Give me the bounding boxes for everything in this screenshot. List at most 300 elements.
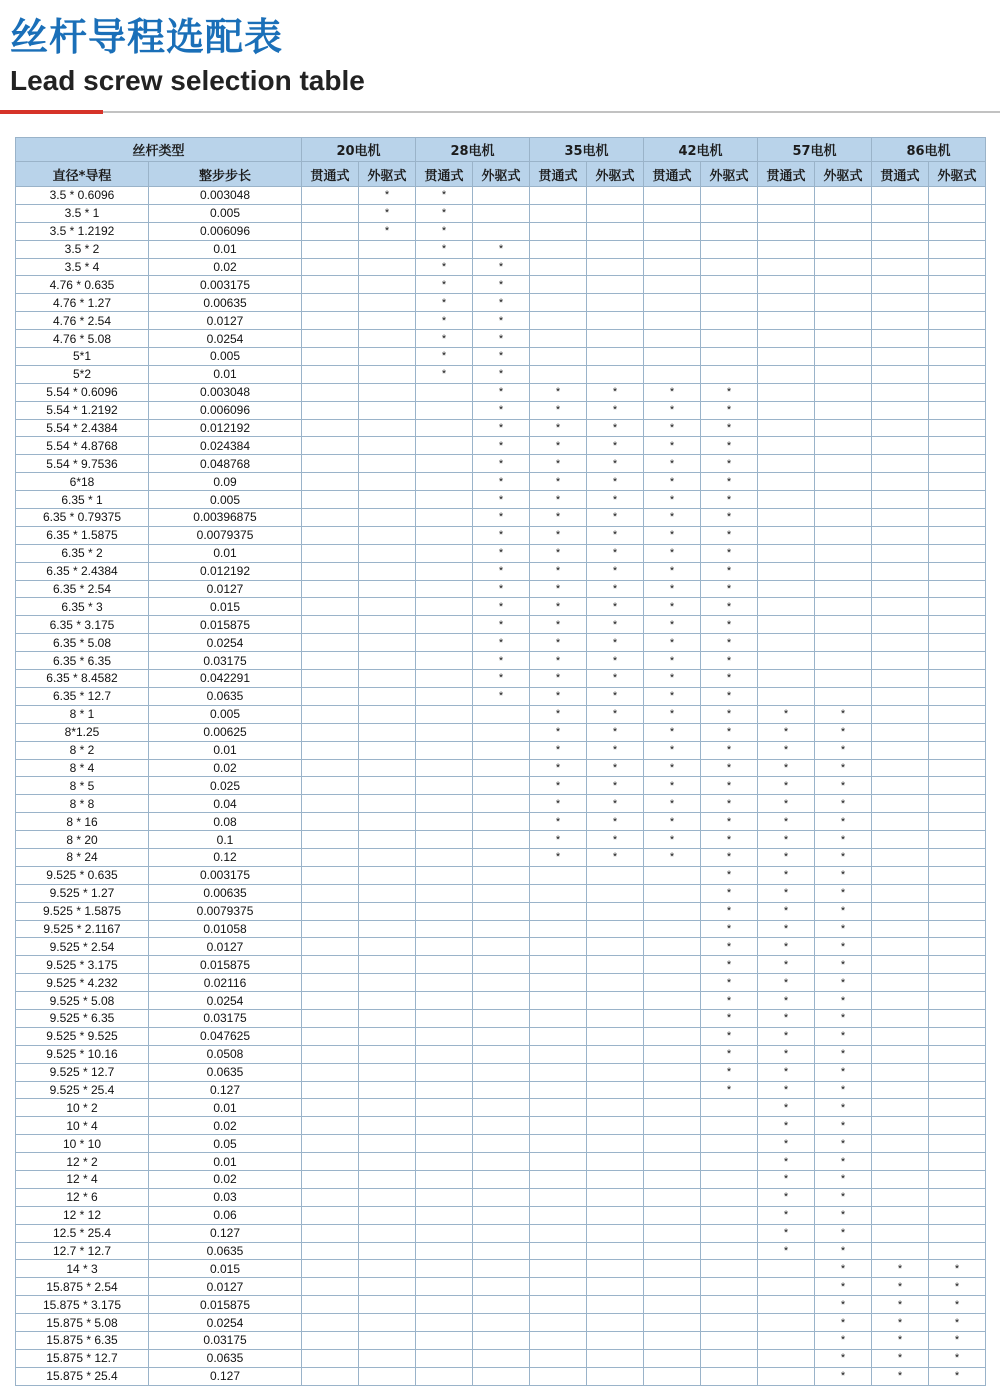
empty-cell bbox=[644, 884, 701, 902]
empty-cell bbox=[416, 866, 473, 884]
empty-cell bbox=[929, 1027, 986, 1045]
cell-full-step: 0.127 bbox=[149, 1367, 302, 1385]
lead-screw-selection-table bbox=[15, 137, 986, 1386]
empty-cell bbox=[359, 1045, 416, 1063]
empty-cell bbox=[644, 222, 701, 240]
empty-cell bbox=[758, 330, 815, 348]
compatibility-mark: * bbox=[701, 723, 758, 741]
compatibility-mark: * bbox=[473, 294, 530, 312]
compatibility-mark: * bbox=[701, 401, 758, 419]
empty-cell bbox=[302, 938, 359, 956]
empty-cell bbox=[758, 616, 815, 634]
empty-cell bbox=[872, 580, 929, 598]
empty-cell bbox=[815, 670, 872, 688]
compatibility-mark: * bbox=[929, 1296, 986, 1314]
empty-cell bbox=[587, 1349, 644, 1367]
compatibility-mark: * bbox=[701, 884, 758, 902]
empty-cell bbox=[872, 920, 929, 938]
empty-cell bbox=[929, 544, 986, 562]
compatibility-mark: * bbox=[530, 437, 587, 455]
compatibility-mark: * bbox=[815, 813, 872, 831]
empty-cell bbox=[302, 598, 359, 616]
empty-cell bbox=[302, 258, 359, 276]
empty-cell bbox=[473, 1260, 530, 1278]
empty-cell bbox=[302, 956, 359, 974]
compatibility-mark: * bbox=[416, 365, 473, 383]
compatibility-mark: * bbox=[758, 1099, 815, 1117]
cell-diameter-lead: 8 * 16 bbox=[16, 813, 149, 831]
empty-cell bbox=[416, 1045, 473, 1063]
empty-cell bbox=[929, 813, 986, 831]
empty-cell bbox=[701, 1278, 758, 1296]
compatibility-mark: * bbox=[416, 204, 473, 222]
header-motor-57: 57电机 bbox=[758, 138, 872, 162]
empty-cell bbox=[929, 1135, 986, 1153]
empty-cell bbox=[302, 866, 359, 884]
compatibility-mark: * bbox=[530, 455, 587, 473]
empty-cell bbox=[815, 634, 872, 652]
empty-cell bbox=[758, 348, 815, 366]
cell-diameter-lead: 5.54 * 4.8768 bbox=[16, 437, 149, 455]
empty-cell bbox=[359, 455, 416, 473]
compatibility-mark: * bbox=[758, 1063, 815, 1081]
empty-cell bbox=[815, 455, 872, 473]
empty-cell bbox=[473, 938, 530, 956]
empty-cell bbox=[473, 1009, 530, 1027]
empty-cell bbox=[416, 848, 473, 866]
cell-full-step: 0.08 bbox=[149, 813, 302, 831]
empty-cell bbox=[872, 365, 929, 383]
table-row bbox=[16, 240, 986, 258]
compatibility-mark: * bbox=[758, 956, 815, 974]
empty-cell bbox=[644, 1135, 701, 1153]
empty-cell bbox=[359, 616, 416, 634]
compatibility-mark: * bbox=[701, 795, 758, 813]
empty-cell bbox=[758, 312, 815, 330]
empty-cell bbox=[929, 187, 986, 205]
cell-diameter-lead: 3.5 * 1.2192 bbox=[16, 222, 149, 240]
compatibility-mark: * bbox=[758, 795, 815, 813]
compatibility-mark: * bbox=[815, 1099, 872, 1117]
cell-diameter-lead: 5*2 bbox=[16, 365, 149, 383]
empty-cell bbox=[587, 1099, 644, 1117]
compatibility-mark: * bbox=[587, 419, 644, 437]
compatibility-mark: * bbox=[530, 580, 587, 598]
empty-cell bbox=[302, 455, 359, 473]
table-row bbox=[16, 884, 986, 902]
empty-cell bbox=[758, 222, 815, 240]
compatibility-mark: * bbox=[701, 670, 758, 688]
empty-cell bbox=[872, 634, 929, 652]
empty-cell bbox=[302, 920, 359, 938]
empty-cell bbox=[701, 240, 758, 258]
cell-full-step: 0.01 bbox=[149, 1099, 302, 1117]
empty-cell bbox=[359, 1027, 416, 1045]
empty-cell bbox=[530, 1045, 587, 1063]
cell-full-step: 0.012192 bbox=[149, 419, 302, 437]
empty-cell bbox=[644, 866, 701, 884]
empty-cell bbox=[758, 687, 815, 705]
empty-cell bbox=[473, 1027, 530, 1045]
compatibility-mark: * bbox=[644, 795, 701, 813]
compatibility-mark: * bbox=[758, 1188, 815, 1206]
empty-cell bbox=[929, 580, 986, 598]
empty-cell bbox=[872, 509, 929, 527]
header-motor-35: 35电机 bbox=[530, 138, 644, 162]
empty-cell bbox=[701, 187, 758, 205]
compatibility-mark: * bbox=[815, 741, 872, 759]
compatibility-mark: * bbox=[473, 670, 530, 688]
empty-cell bbox=[473, 723, 530, 741]
empty-cell bbox=[929, 795, 986, 813]
empty-cell bbox=[644, 240, 701, 258]
empty-cell bbox=[929, 455, 986, 473]
empty-cell bbox=[929, 419, 986, 437]
empty-cell bbox=[872, 419, 929, 437]
compatibility-mark: * bbox=[701, 580, 758, 598]
compatibility-mark: * bbox=[530, 795, 587, 813]
compatibility-mark: * bbox=[758, 705, 815, 723]
empty-cell bbox=[416, 1367, 473, 1385]
empty-cell bbox=[929, 1009, 986, 1027]
empty-cell bbox=[302, 1045, 359, 1063]
cell-full-step: 0.047625 bbox=[149, 1027, 302, 1045]
empty-cell bbox=[587, 1081, 644, 1099]
cell-full-step: 0.003175 bbox=[149, 276, 302, 294]
empty-cell bbox=[359, 1224, 416, 1242]
empty-cell bbox=[872, 974, 929, 992]
empty-cell bbox=[416, 1314, 473, 1332]
compatibility-mark: * bbox=[758, 992, 815, 1010]
cell-full-step: 0.0127 bbox=[149, 1278, 302, 1296]
cell-diameter-lead: 3.5 * 0.6096 bbox=[16, 187, 149, 205]
compatibility-mark: * bbox=[587, 705, 644, 723]
cell-diameter-lead: 15.875 * 6.35 bbox=[16, 1332, 149, 1350]
cell-diameter-lead: 4.76 * 5.08 bbox=[16, 330, 149, 348]
cell-diameter-lead: 10 * 4 bbox=[16, 1117, 149, 1135]
empty-cell bbox=[929, 902, 986, 920]
compatibility-mark: * bbox=[815, 1009, 872, 1027]
empty-cell bbox=[872, 705, 929, 723]
empty-cell bbox=[872, 294, 929, 312]
empty-cell bbox=[872, 1045, 929, 1063]
header-through-type: 贯通式 bbox=[644, 162, 701, 187]
table-row bbox=[16, 383, 986, 401]
empty-cell bbox=[872, 831, 929, 849]
compatibility-mark: * bbox=[815, 1367, 872, 1385]
empty-cell bbox=[644, 1188, 701, 1206]
cell-diameter-lead: 6.35 * 6.35 bbox=[16, 652, 149, 670]
empty-cell bbox=[701, 330, 758, 348]
empty-cell bbox=[929, 509, 986, 527]
cell-diameter-lead: 6.35 * 1 bbox=[16, 491, 149, 509]
compatibility-mark: * bbox=[701, 866, 758, 884]
compatibility-mark: * bbox=[473, 258, 530, 276]
compatibility-mark: * bbox=[644, 634, 701, 652]
empty-cell bbox=[302, 777, 359, 795]
compatibility-mark: * bbox=[530, 634, 587, 652]
empty-cell bbox=[473, 1188, 530, 1206]
empty-cell bbox=[302, 1349, 359, 1367]
empty-cell bbox=[701, 1349, 758, 1367]
compatibility-mark: * bbox=[530, 419, 587, 437]
empty-cell bbox=[416, 884, 473, 902]
empty-cell bbox=[929, 1153, 986, 1171]
empty-cell bbox=[701, 1224, 758, 1242]
empty-cell bbox=[872, 544, 929, 562]
empty-cell bbox=[416, 956, 473, 974]
header-screw-type: 丝杆类型 bbox=[16, 138, 302, 162]
empty-cell bbox=[302, 848, 359, 866]
cell-full-step: 0.01 bbox=[149, 544, 302, 562]
empty-cell bbox=[872, 473, 929, 491]
compatibility-mark: * bbox=[587, 687, 644, 705]
empty-cell bbox=[530, 902, 587, 920]
empty-cell bbox=[416, 920, 473, 938]
empty-cell bbox=[587, 330, 644, 348]
compatibility-mark: * bbox=[644, 473, 701, 491]
empty-cell bbox=[929, 759, 986, 777]
empty-cell bbox=[530, 1153, 587, 1171]
compatibility-mark: * bbox=[587, 831, 644, 849]
cell-diameter-lead: 8 * 5 bbox=[16, 777, 149, 795]
compatibility-mark: * bbox=[758, 902, 815, 920]
empty-cell bbox=[416, 705, 473, 723]
table-row bbox=[16, 848, 986, 866]
compatibility-mark: * bbox=[758, 1081, 815, 1099]
empty-cell bbox=[587, 1314, 644, 1332]
cell-diameter-lead: 15.875 * 5.08 bbox=[16, 1314, 149, 1332]
empty-cell bbox=[929, 670, 986, 688]
table-row bbox=[16, 616, 986, 634]
empty-cell bbox=[302, 1117, 359, 1135]
empty-cell bbox=[929, 920, 986, 938]
empty-cell bbox=[872, 526, 929, 544]
empty-cell bbox=[302, 1099, 359, 1117]
table-row bbox=[16, 866, 986, 884]
cell-full-step: 0.1 bbox=[149, 831, 302, 849]
empty-cell bbox=[701, 1242, 758, 1260]
compatibility-mark: * bbox=[473, 616, 530, 634]
empty-cell bbox=[644, 1063, 701, 1081]
empty-cell bbox=[416, 1153, 473, 1171]
table-row bbox=[16, 777, 986, 795]
table-row bbox=[16, 652, 986, 670]
compatibility-mark: * bbox=[587, 795, 644, 813]
cell-full-step: 0.0127 bbox=[149, 312, 302, 330]
empty-cell bbox=[701, 1153, 758, 1171]
empty-cell bbox=[587, 974, 644, 992]
compatibility-mark: * bbox=[758, 1242, 815, 1260]
empty-cell bbox=[872, 330, 929, 348]
compatibility-mark: * bbox=[416, 240, 473, 258]
table-row bbox=[16, 258, 986, 276]
empty-cell bbox=[359, 312, 416, 330]
compatibility-mark: * bbox=[644, 580, 701, 598]
empty-cell bbox=[929, 526, 986, 544]
header-through-type: 贯通式 bbox=[302, 162, 359, 187]
empty-cell bbox=[929, 1206, 986, 1224]
compatibility-mark: * bbox=[815, 831, 872, 849]
compatibility-mark: * bbox=[929, 1314, 986, 1332]
cell-full-step: 0.01 bbox=[149, 1153, 302, 1171]
compatibility-mark: * bbox=[815, 1278, 872, 1296]
empty-cell bbox=[302, 741, 359, 759]
empty-cell bbox=[872, 1242, 929, 1260]
empty-cell bbox=[302, 294, 359, 312]
empty-cell bbox=[473, 1206, 530, 1224]
empty-cell bbox=[929, 222, 986, 240]
empty-cell bbox=[302, 705, 359, 723]
empty-cell bbox=[302, 831, 359, 849]
empty-cell bbox=[758, 294, 815, 312]
compatibility-mark: * bbox=[758, 759, 815, 777]
cell-diameter-lead: 15.875 * 12.7 bbox=[16, 1349, 149, 1367]
compatibility-mark: * bbox=[473, 455, 530, 473]
compatibility-mark: * bbox=[644, 831, 701, 849]
empty-cell bbox=[416, 473, 473, 491]
compatibility-mark: * bbox=[473, 330, 530, 348]
compatibility-mark: * bbox=[473, 526, 530, 544]
empty-cell bbox=[359, 1296, 416, 1314]
cell-diameter-lead: 12 * 6 bbox=[16, 1188, 149, 1206]
table-row bbox=[16, 759, 986, 777]
empty-cell bbox=[359, 652, 416, 670]
empty-cell bbox=[872, 1206, 929, 1224]
empty-cell bbox=[473, 920, 530, 938]
table-row bbox=[16, 1349, 986, 1367]
compatibility-mark: * bbox=[644, 687, 701, 705]
empty-cell bbox=[644, 1314, 701, 1332]
empty-cell bbox=[815, 652, 872, 670]
table-row bbox=[16, 222, 986, 240]
compatibility-mark: * bbox=[587, 670, 644, 688]
cell-diameter-lead: 9.525 * 2.1167 bbox=[16, 920, 149, 938]
empty-cell bbox=[758, 1296, 815, 1314]
empty-cell bbox=[302, 1009, 359, 1027]
compatibility-mark: * bbox=[587, 526, 644, 544]
empty-cell bbox=[644, 187, 701, 205]
empty-cell bbox=[758, 1367, 815, 1385]
empty-cell bbox=[644, 1296, 701, 1314]
empty-cell bbox=[929, 777, 986, 795]
empty-cell bbox=[815, 365, 872, 383]
compatibility-mark: * bbox=[701, 705, 758, 723]
compatibility-mark: * bbox=[758, 1135, 815, 1153]
empty-cell bbox=[929, 938, 986, 956]
empty-cell bbox=[302, 884, 359, 902]
table-row bbox=[16, 741, 986, 759]
cell-full-step: 0.03 bbox=[149, 1188, 302, 1206]
empty-cell bbox=[758, 473, 815, 491]
empty-cell bbox=[530, 1296, 587, 1314]
empty-cell bbox=[587, 187, 644, 205]
compatibility-mark: * bbox=[587, 580, 644, 598]
empty-cell bbox=[473, 1099, 530, 1117]
empty-cell bbox=[644, 1117, 701, 1135]
empty-cell bbox=[530, 920, 587, 938]
header-full-step: 整步步长 bbox=[149, 162, 302, 187]
empty-cell bbox=[872, 687, 929, 705]
compatibility-mark: * bbox=[758, 1027, 815, 1045]
empty-cell bbox=[929, 1045, 986, 1063]
empty-cell bbox=[302, 1367, 359, 1385]
empty-cell bbox=[530, 240, 587, 258]
empty-cell bbox=[302, 544, 359, 562]
empty-cell bbox=[758, 455, 815, 473]
empty-cell bbox=[758, 1332, 815, 1350]
cell-full-step: 0.0079375 bbox=[149, 902, 302, 920]
empty-cell bbox=[587, 240, 644, 258]
empty-cell bbox=[416, 777, 473, 795]
cell-full-step: 0.042291 bbox=[149, 670, 302, 688]
empty-cell bbox=[530, 1349, 587, 1367]
compatibility-mark: * bbox=[872, 1332, 929, 1350]
cell-full-step: 0.02116 bbox=[149, 974, 302, 992]
cell-full-step: 0.0254 bbox=[149, 992, 302, 1010]
compatibility-mark: * bbox=[815, 1296, 872, 1314]
empty-cell bbox=[587, 348, 644, 366]
empty-cell bbox=[929, 240, 986, 258]
empty-cell bbox=[587, 956, 644, 974]
empty-cell bbox=[302, 723, 359, 741]
cell-diameter-lead: 9.525 * 0.635 bbox=[16, 866, 149, 884]
table-row bbox=[16, 1153, 986, 1171]
compatibility-mark: * bbox=[701, 938, 758, 956]
empty-cell bbox=[587, 884, 644, 902]
empty-cell bbox=[872, 1081, 929, 1099]
empty-cell bbox=[644, 1081, 701, 1099]
compatibility-mark: * bbox=[701, 652, 758, 670]
empty-cell bbox=[302, 437, 359, 455]
empty-cell bbox=[644, 956, 701, 974]
empty-cell bbox=[815, 222, 872, 240]
empty-cell bbox=[302, 813, 359, 831]
cell-diameter-lead: 6.35 * 1.5875 bbox=[16, 526, 149, 544]
empty-cell bbox=[758, 383, 815, 401]
empty-cell bbox=[872, 491, 929, 509]
empty-cell bbox=[872, 1027, 929, 1045]
compatibility-mark: * bbox=[929, 1260, 986, 1278]
empty-cell bbox=[473, 1153, 530, 1171]
empty-cell bbox=[473, 1170, 530, 1188]
empty-cell bbox=[359, 1188, 416, 1206]
empty-cell bbox=[701, 276, 758, 294]
empty-cell bbox=[302, 187, 359, 205]
cell-diameter-lead: 6.35 * 0.79375 bbox=[16, 509, 149, 527]
empty-cell bbox=[872, 1224, 929, 1242]
header-external-type: 外驱式 bbox=[701, 162, 758, 187]
empty-cell bbox=[929, 992, 986, 1010]
empty-cell bbox=[587, 294, 644, 312]
empty-cell bbox=[530, 365, 587, 383]
compatibility-mark: * bbox=[473, 312, 530, 330]
empty-cell bbox=[587, 1296, 644, 1314]
empty-cell bbox=[473, 831, 530, 849]
empty-cell bbox=[359, 1081, 416, 1099]
empty-cell bbox=[359, 1332, 416, 1350]
cell-diameter-lead: 12 * 12 bbox=[16, 1206, 149, 1224]
compatibility-mark: * bbox=[587, 723, 644, 741]
empty-cell bbox=[302, 1081, 359, 1099]
empty-cell bbox=[587, 1332, 644, 1350]
empty-cell bbox=[530, 938, 587, 956]
compatibility-mark: * bbox=[701, 562, 758, 580]
compatibility-mark: * bbox=[815, 1063, 872, 1081]
empty-cell bbox=[473, 848, 530, 866]
empty-cell bbox=[416, 383, 473, 401]
empty-cell bbox=[815, 526, 872, 544]
